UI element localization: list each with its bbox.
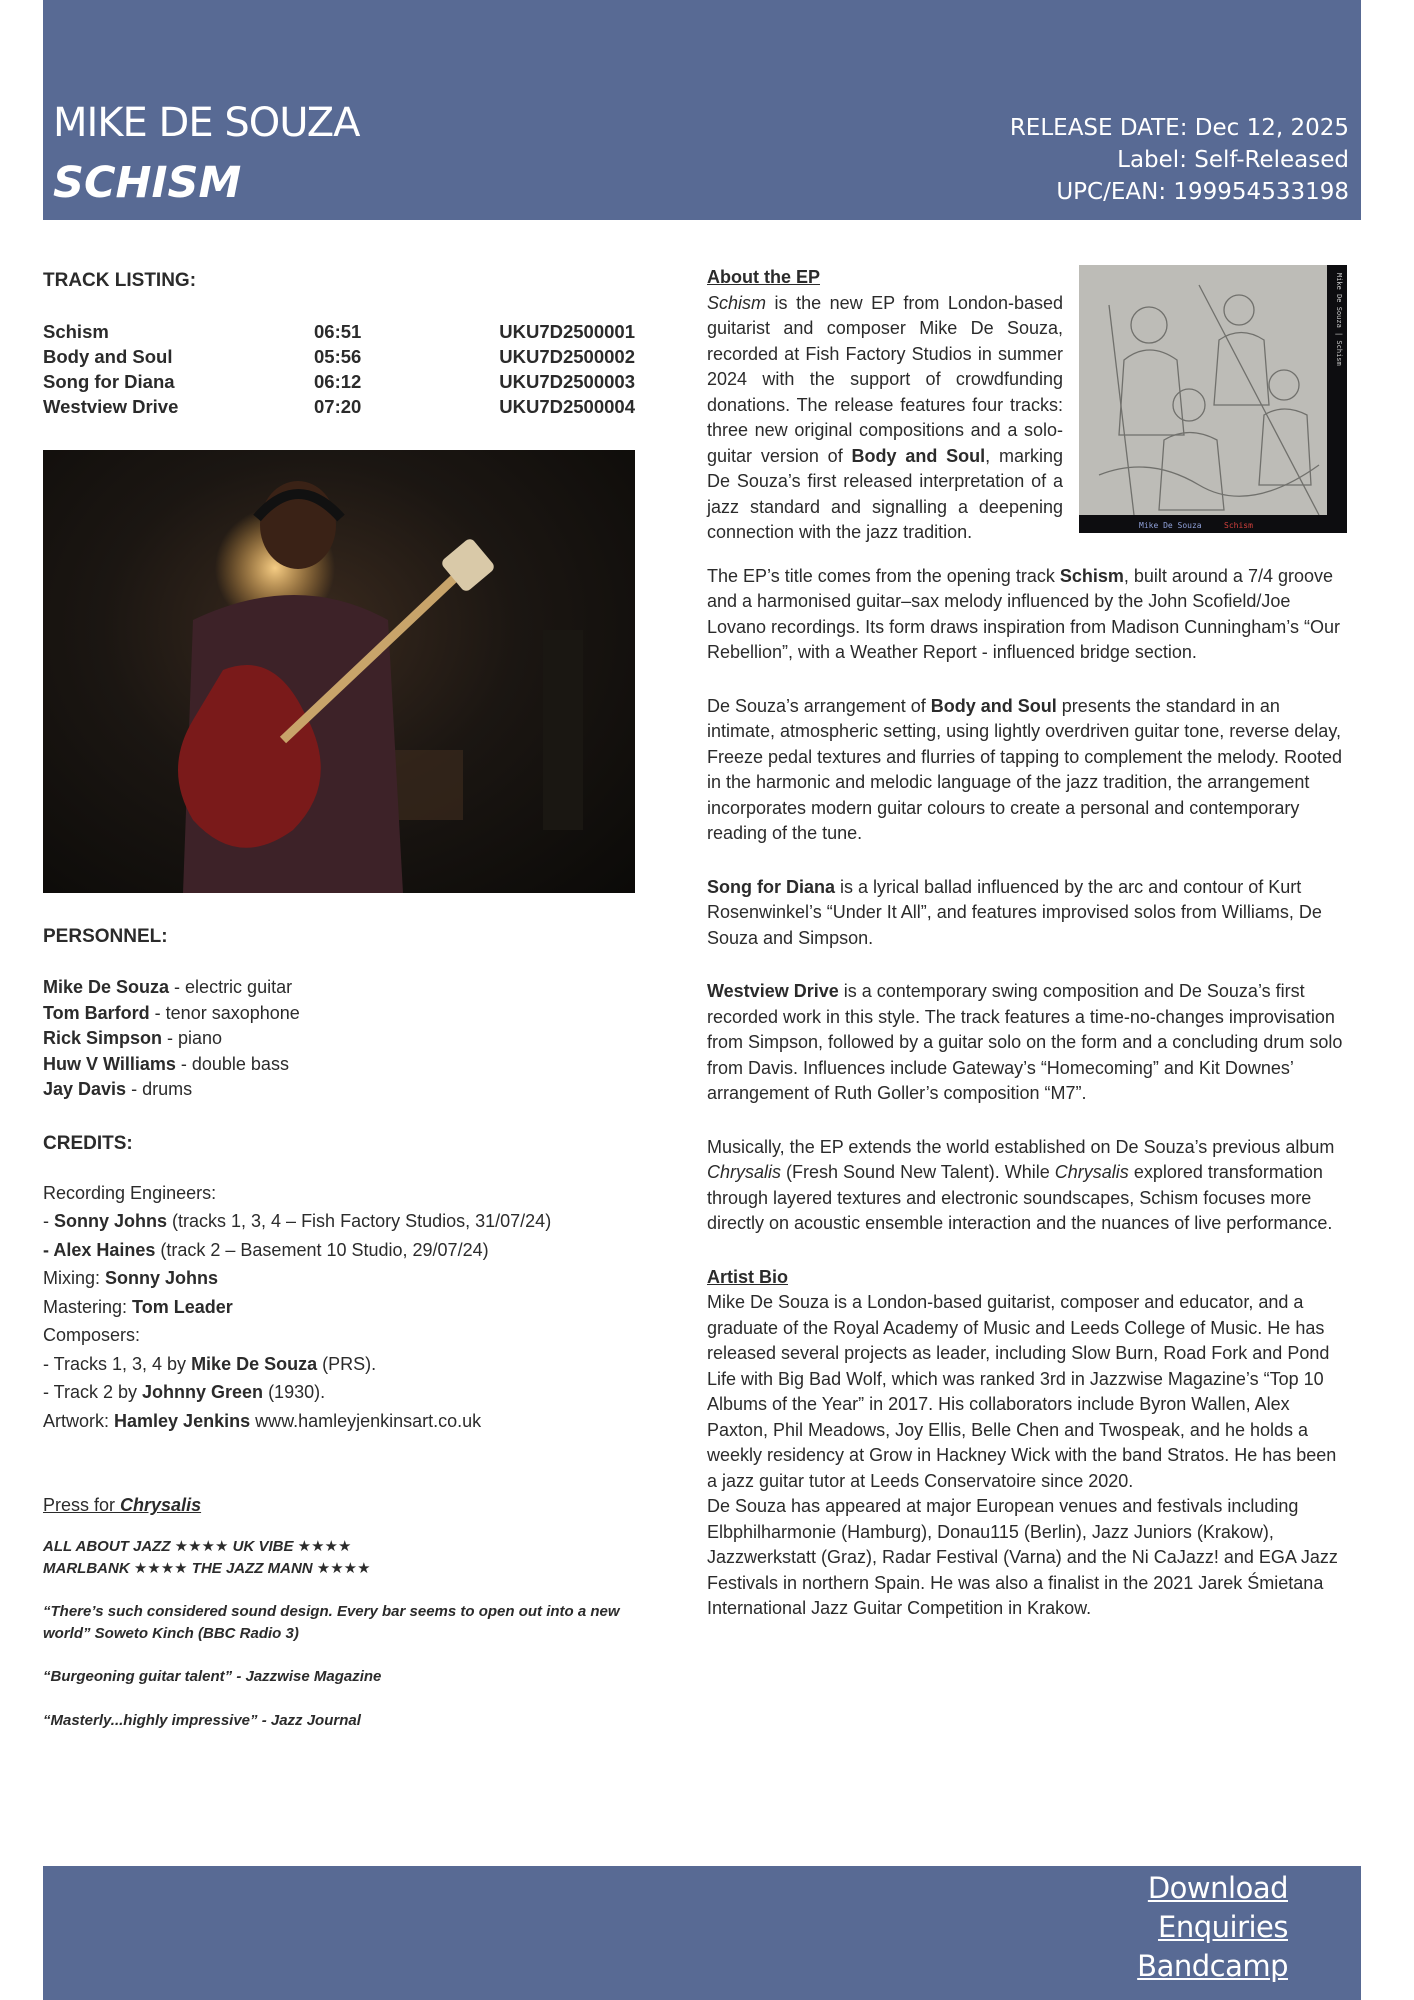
left-column: [43, 270, 635, 1729]
track-duration: 06:12: [314, 371, 362, 392]
list-item: [43, 1001, 635, 1027]
release-meta: [1010, 112, 1349, 208]
bio-title: Artist Bio: [707, 1266, 788, 1287]
about-text: explored transformation through layered textures and electronic soundscapes, Schism focuses more directly on acoustic ensemble interaction and the nuances of live performance.: [707, 1162, 1333, 1233]
about-paragraph-6: [707, 1135, 1347, 1237]
bio-section: [707, 1265, 1347, 1622]
about-paragraph-4: [707, 875, 1347, 952]
press-title-album: Chrysalis: [120, 1495, 202, 1515]
list-item: [43, 1077, 635, 1103]
mixing-label: Mixing:: [43, 1268, 106, 1288]
ratings-line: MARLBANK ★★★★ THE JAZZ MANN ★★★★: [43, 1559, 371, 1577]
track-isrc: UKU7D2500003: [499, 371, 635, 392]
track-row: [43, 394, 635, 419]
album-title: SCHISM: [53, 158, 242, 208]
list-item: [43, 1236, 635, 1265]
track-isrc: UKU7D2500004: [499, 396, 635, 417]
person-role: - double bass: [175, 1053, 289, 1074]
album-cover-illustration: [1079, 265, 1347, 533]
list-item: [43, 1407, 635, 1436]
cover-side-text: Mike De Souza | Schism: [1335, 273, 1343, 366]
track-row: [43, 369, 635, 394]
header-banner: [43, 0, 1361, 220]
press-title: [43, 1495, 635, 1516]
artist-photo-illustration: [43, 450, 635, 893]
person-role: - drums: [126, 1079, 193, 1099]
about-paragraph-2: [707, 564, 1347, 666]
list-item: [43, 1350, 635, 1379]
about-text: Musically, the EP extends the world established on De Souza’s previous album: [707, 1136, 1335, 1157]
bio-paragraph: De Souza has appeared at major European venues and festivals including Elbphilharmonie (Hamburg), Donau115 (Berlin), Jazz Juniors (Krakow), Jazzwerkstatt (Graz), Radar Festival (Varna) and the Ni CaJazz! and EGA Jazz Festivals in northern Spain. He was also a finalist in the 2021 Jarek Śmietana International Jazz Guitar Competition in Krakow.: [707, 1496, 1338, 1618]
tracklist-heading: TRACK LISTING:: [43, 270, 197, 291]
bio-paragraph: Mike De Souza is a London-based guitarist, composer and educator, and a graduate of the Royal Academy of Music and Leeds College of Music. He has released several projects as leader, including Slow Burn, Road Fork and Pond Life with Big Bad Wolf, which was ranked 3rd in Jazzwise Magazine’s “Top 10 Albums of the Year” in 2017. His collaborators include Byron Wallen, Alex Paxton, Phil Meadows, Joy Ellis, Belle Chen and Twospeak, and he holds a weekly residency at Grow in Hackney Wick with the band Stratos. He has been a jazz guitar tutor at Leeds Conservatoire since 2020.: [707, 1292, 1337, 1491]
engineer-detail: (track 2 – Basement 10 Studio, 29/07/24): [155, 1239, 489, 1260]
list-item: [43, 1026, 635, 1052]
about-bold: Body and Soul: [930, 695, 1057, 716]
press-title-prefix: Press for: [43, 1495, 121, 1515]
cover-album-text: Schism: [1224, 521, 1253, 530]
about-italic: Chrysalis: [1054, 1162, 1129, 1182]
person-name: Rick Simpson: [43, 1028, 163, 1048]
press-quote: “Burgeoning guitar talent” - Jazzwise Magazine: [43, 1668, 382, 1685]
mastering-name: Tom Leader: [132, 1296, 233, 1317]
list-prefix: -: [43, 1211, 54, 1231]
track-duration: 05:56: [314, 346, 362, 367]
engineer-name: - Alex Haines: [43, 1239, 156, 1260]
track-isrc: UKU7D2500002: [499, 346, 635, 367]
list-item: [43, 975, 635, 1001]
list-item: [43, 1207, 635, 1236]
press-quote: “Masterly...highly impressive” - Jazz Journal: [43, 1711, 361, 1729]
release-date: RELEASE DATE: Dec 12, 2025: [1009, 115, 1349, 141]
about-italic: Chrysalis: [707, 1162, 782, 1182]
artwork-url: www.hamleyjenkinsart.co.uk: [250, 1410, 482, 1431]
right-column: [707, 265, 1347, 1622]
album-cover: [1079, 265, 1347, 533]
ratings-line: ALL ABOUT JAZZ ★★★★ UK VIBE ★★★★: [43, 1538, 352, 1555]
person-role: - electric guitar: [169, 977, 293, 997]
engineer-detail: (tracks 1, 3, 4 – Fish Factory Studios, 31/07/24): [167, 1211, 552, 1231]
about-text: , built around a 7/4 groove and a harmonised guitar–sax melody influenced by the John Scofield/Joe Lovano recordings. Its form draws inspiration from Madison Cunningham’s “Our Rebellion”, with a Weather Report - influenced bridge section.: [707, 565, 1340, 662]
track-row: [43, 319, 635, 344]
tracklist: [43, 319, 635, 419]
about-text: (Fresh Sound New Talent). While: [781, 1162, 1055, 1182]
list-item: [43, 1264, 635, 1293]
list-item: [43, 1293, 635, 1322]
recording-label: Recording Engineers:: [43, 1182, 217, 1203]
release-upc: UPC/EAN: 199954533198: [1056, 179, 1349, 205]
composer-prefix: - Track 2 by: [43, 1382, 143, 1402]
composer-suffix: (PRS).: [317, 1353, 377, 1374]
track-isrc: UKU7D2500001: [499, 321, 635, 342]
person-role: - piano: [162, 1028, 223, 1048]
about-title: About the EP: [707, 267, 820, 287]
about-italic: Schism: [707, 292, 767, 313]
about-text: , marking De Souza’s first released interpretation of a jazz standard and signalling a deepening connection with the jazz tradition.: [707, 445, 1063, 542]
artist-name: MIKE DE SOUZA: [53, 100, 360, 146]
list-item: [43, 1052, 635, 1078]
list-item: [43, 1378, 635, 1407]
download-link[interactable]: Download: [1147, 1871, 1288, 1905]
about-bold: Song for Diana: [707, 876, 836, 897]
about-bold: Body and Soul: [851, 445, 986, 466]
person-name: Huw V Williams: [43, 1053, 176, 1074]
composer-name: Johnny Green: [142, 1382, 264, 1402]
footer-banner: [43, 1866, 1361, 2000]
artwork-name: Hamley Jenkins: [114, 1410, 251, 1431]
track-title: Body and Soul: [43, 346, 173, 367]
mixing-name: Sonny Johns: [105, 1268, 219, 1288]
about-text: The EP’s title comes from the opening track: [707, 565, 1060, 586]
person-name: Mike De Souza: [43, 977, 170, 997]
track-title: Schism: [43, 321, 109, 342]
track-title: Song for Diana: [43, 371, 175, 392]
artwork-label: Artwork:: [43, 1410, 115, 1431]
personnel-list: [43, 975, 635, 1103]
artist-photo: [43, 450, 635, 893]
about-text: De Souza’s arrangement of: [707, 695, 931, 716]
press-quote: “There’s such considered sound design. Every bar seems to open out into a new world” Soweto Kinch (BBC Radio 3): [43, 1603, 620, 1642]
engineer-name: Sonny Johns: [54, 1211, 168, 1231]
composer-prefix: - Tracks 1, 3, 4 by: [43, 1353, 192, 1374]
about-text: presents the standard in an intimate, atmospheric setting, using lightly overdriven guitar tone, reverse delay, Freeze pedal textures and flurries of tapping to complement the melody. Rooted in the harmonic and melodic language of the jazz tradition, the arrangement incorporates modern guitar colours to create a personal and contemporary reading of the tune.: [707, 695, 1343, 843]
press-ratings: [43, 1536, 635, 1579]
composer-name: Mike De Souza: [191, 1353, 318, 1374]
track-row: [43, 344, 635, 369]
composer-suffix: (1930).: [263, 1382, 326, 1402]
track-duration: 07:20: [314, 396, 362, 417]
about-text: is a lyrical ballad influenced by the arc and contour of Kurt Rosenwinkel’s “Under It All”, and features improvised solos from Williams, De Souza and Simpson.: [707, 876, 1322, 948]
about-bold: Schism: [1059, 565, 1124, 586]
about-text: is a contemporary swing composition and De Souza’s first recorded work in this style. The track features a time-no-changes improvisation from Simpson, followed by a guitar solo on the form and a concluding drum solo from Davis. Influences include Gateway’s “Homecoming” and Kit Downes’ arrangement of Ruth Goller’s composition “M7”.: [707, 981, 1343, 1103]
about-bold: Westview Drive: [707, 981, 839, 1001]
track-duration: 06:51: [314, 321, 362, 342]
enquiries-link[interactable]: Enquiries: [1158, 1910, 1288, 1944]
about-paragraph-3: [707, 694, 1347, 847]
personnel-heading: PERSONNEL:: [43, 926, 168, 947]
credits-list: [43, 1179, 635, 1436]
person-name: Jay Davis: [43, 1079, 127, 1099]
about-text: is the new EP from London-based guitarist and composer Mike De Souza, recorded at Fish Factory Studios in summer 2024 with the support of crowdfunding donations. The release features four tracks: three new original compositions and a solo-guitar version of: [707, 292, 1063, 466]
person-role: - tenor saxophone: [149, 1002, 300, 1023]
person-name: Tom Barford: [43, 1002, 150, 1023]
release-label: Label: Self-Released: [1117, 147, 1349, 173]
credits-heading: CREDITS:: [43, 1132, 133, 1154]
cover-artist-text: Mike De Souza: [1139, 521, 1202, 530]
composers-label: Composers:: [43, 1325, 141, 1345]
track-title: Westview Drive: [43, 396, 179, 417]
bandcamp-link[interactable]: Bandcamp: [1137, 1949, 1288, 1983]
mastering-label: Mastering:: [43, 1296, 133, 1317]
about-paragraph-5: [707, 979, 1347, 1107]
